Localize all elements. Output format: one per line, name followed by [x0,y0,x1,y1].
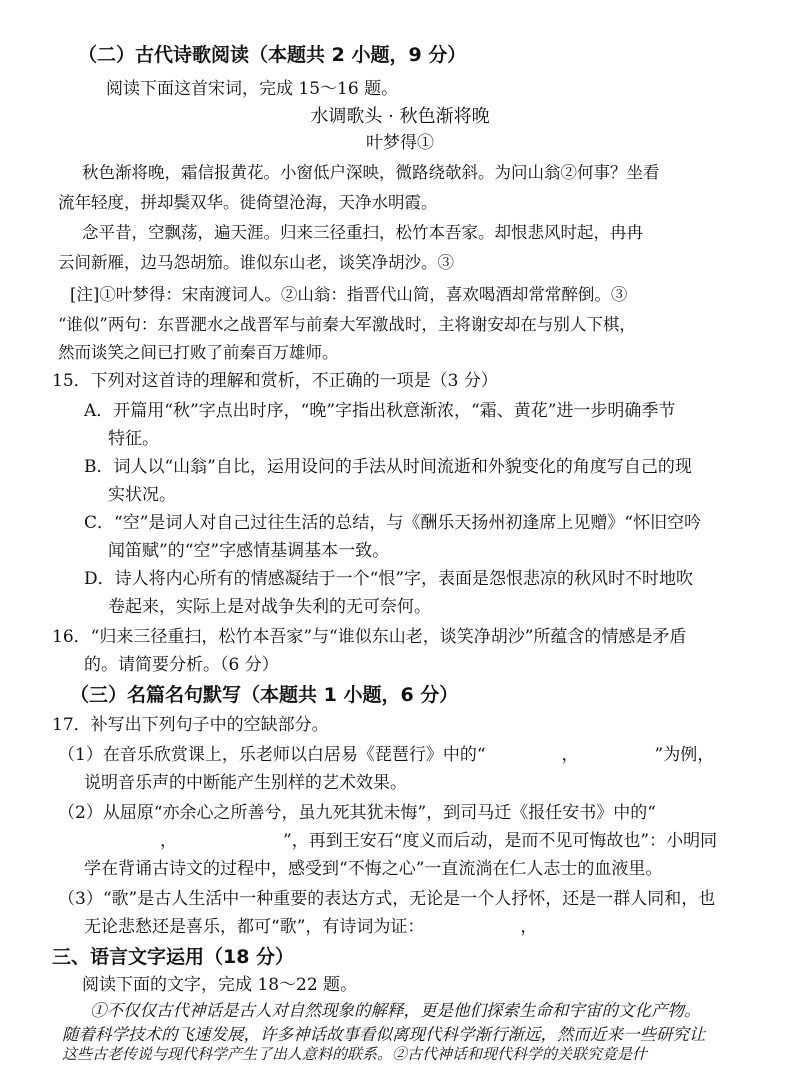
note-line: “谁似”两句：东晋淝水之战晋军与前秦大军激战时，主将谢安却在与别人下棋， [58,315,636,334]
poem-line: 云间新雁，边马怨胡笳。谁似东山老，谈笑净胡沙。③ [58,253,454,272]
poem-line: 念平昔，空飘荡，遍天涯。归来三径重扫，松竹本吾家。却恨悲风时起，冉冉 [82,223,643,242]
passage-line: ①不仅仅古代神话是古人对自然现象的解释，更是他们探索生命和宇宙的文化产物。 [90,1001,701,1020]
poem-line: 秋色渐将晚，霜信报黄花。小窗低户深映，微路绕欹斜。为问山翁②何事？坐看 [82,163,660,182]
question-16-cont: 的。请简要分析。（6 分） [84,655,279,675]
q17-2-tail: ”，再到王安石“度义而后动，是而不见可悔故也”：小明同 [283,831,718,851]
q17-1-text: （1）在音乐欣赏课上，乐老师以白居易《琵琶行》中的“ [58,745,486,765]
option-b: B．词人以“山翁”自比，运用设问的手法从时间流逝和外貌变化的角度写自己的现 [84,457,692,477]
passage-line: 这些古老传说与现代科学产生了出人意料的联系。②古代神话和现代科学的关联究竟是什 [62,1045,648,1063]
q17-item-3-cont [84,914,629,940]
q17-item-2-cont2: 学在背诵古诗文的过程中，感受到“不悔之心”一直流淌在仁人志士的血液里。 [84,859,663,879]
question-15-stem: 15．下列对这首诗的理解和赏析，不正确的一项是（3 分） [52,371,498,391]
q17-item-2-cont [84,828,717,854]
option-d: D．诗人将内心所有的情感凝结于一个“恨”字，表面是怨恨悲凉的秋风时不时地吹 [84,569,694,589]
q17-1-comma: ， [561,745,579,765]
q17-item-2 [58,800,718,826]
option-c-cont: 闻笛赋”的“空”字感情基调基本一致。 [108,541,390,561]
question-17-stem: 17．补写出下列句子中的空缺部分。 [52,715,329,735]
question-16: 16．“归来三径重扫，松竹本吾家”与“谁似东山老，谈笑净胡沙”所蕴含的情感是矛盾 [52,627,687,647]
note-line: [注]①叶梦得：宋南渡词人。②山翁：指晋代山简，喜欢喝酒却常常醉倒。③ [70,285,628,304]
q17-2-comma: ， [160,831,177,851]
q17-item-3: （3）“歌”是古人生活中一种重要的表达方式，无论是一个人抒怀，还是一群人同和，也 [58,889,716,909]
section-title-dictation: （三）名篇名句默写（本题共 1 小题，6 分） [70,684,459,706]
option-c: C．“空”是词人对自己过往生活的总结，与《酬乐天扬州初逢席上见赠》“怀旧空吟 [84,513,702,533]
q17-2-text: （2）从屈原“亦余心之所善兮，虽九死其犹未悔”，到司马迁《报任安书》中的“ [58,803,656,823]
q17-3-comma: ， [520,917,538,937]
q17-1-tail: ”为例， [654,745,715,765]
part-title-language: 三、语言文字运用（18 分） [52,946,295,968]
poem-title: 水调歌头 · 秋色渐将晚 [310,106,490,127]
option-a-cont: 特征。 [108,429,159,449]
q17-3-text: 无论悲愁还是喜乐，都可“歌”，有诗词为证： [84,917,425,937]
option-d-cont: 卷起来，实际上是对战争失利的无可奈何。 [108,597,431,617]
poem-line: 流年轻度，拼却鬓双华。徙倚望沧海，天净水明霞。 [58,193,438,212]
q17-item-1-cont: 说明音乐声的中断能产生别样的艺术效果。 [84,773,407,793]
section-intro: 阅读下面这首宋词，完成 15～16 题。 [106,79,399,99]
section-title-poetry: （二）古代诗歌阅读（本题共 2 小题，9 分） [78,44,467,66]
option-a: A．开篇用“秋”字点出时序，“晚”字指出秋意渐浓，“霜、黄花”进一步明确季节 [84,401,676,421]
passage-line: 随着科学技术的飞速发展，许多神话故事看似离现代科学渐行渐远，然而近来一些研究让 [62,1025,706,1044]
part-intro: 阅读下面的文字，完成 18～22 题。 [82,975,358,995]
poem-author: 叶梦得① [366,133,434,153]
q17-item-1 [58,742,714,768]
option-b-cont: 实状况。 [108,485,176,505]
note-line: 然而谈笑之间已打败了前秦百万雄师。 [58,343,339,362]
